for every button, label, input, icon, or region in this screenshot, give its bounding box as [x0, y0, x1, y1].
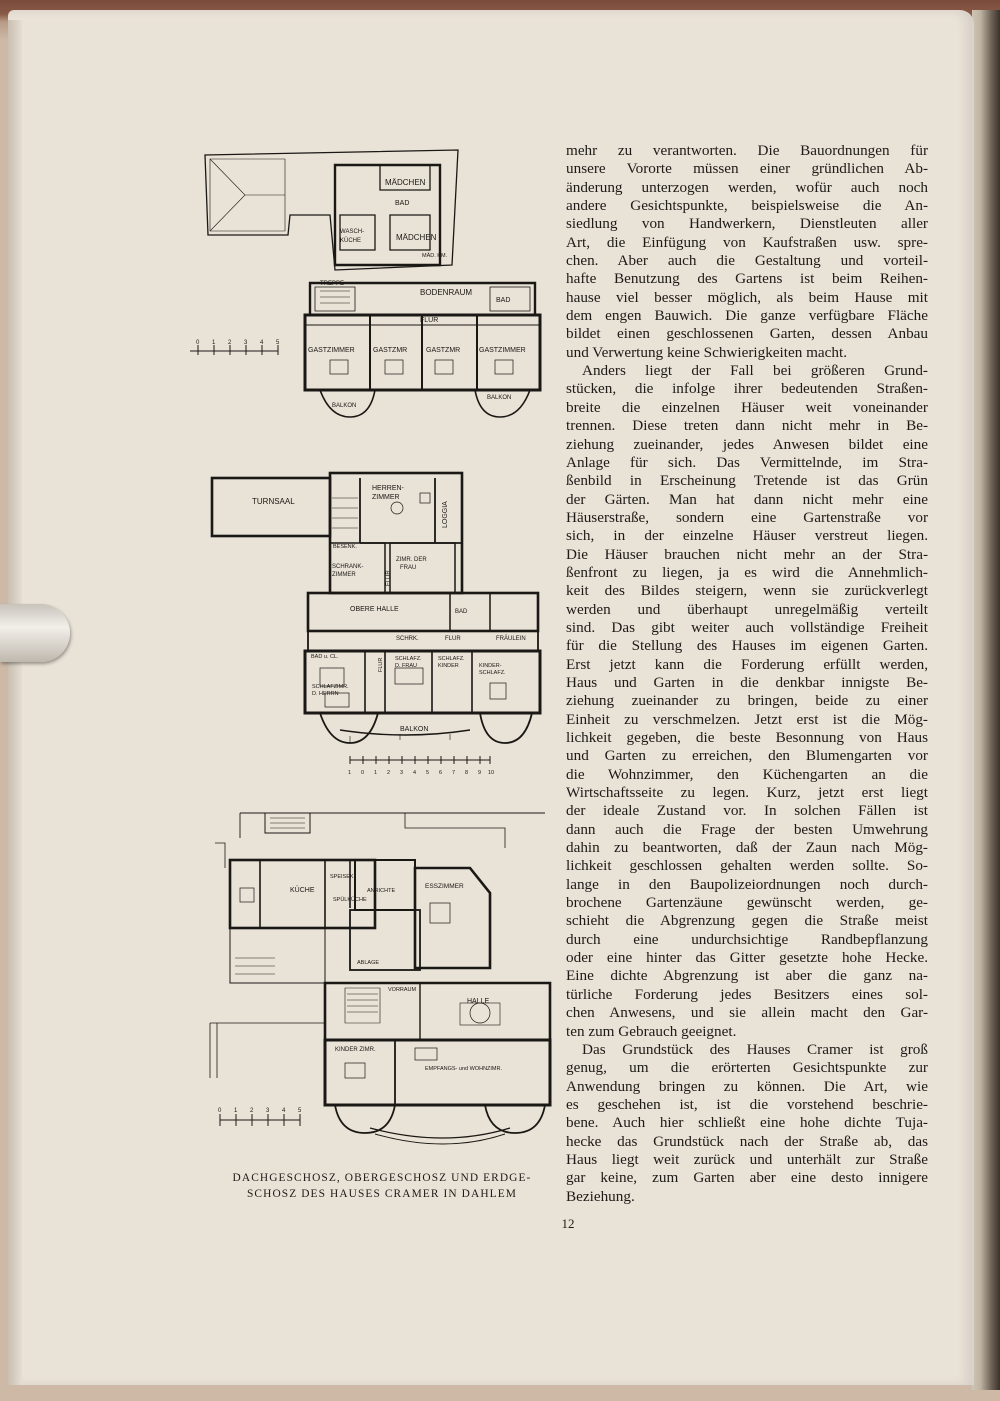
svg-text:BALKON: BALKON	[400, 726, 429, 733]
text-line: bene. Auch hier schließt eine hohe dichte Tuja-	[566, 1114, 928, 1132]
text-line: ßenfront zu liegen, ja es wird die Annehmlich-	[566, 563, 928, 581]
svg-text:GASTZMR: GASTZMR	[373, 347, 408, 354]
text-line: schieht die Abgrenzung gegen die Straße meist	[566, 912, 928, 930]
svg-text:4: 4	[413, 770, 417, 776]
text-line: werden und überhaupt unregelmäßig verteilt	[566, 600, 928, 618]
svg-text:MÄDCHEN: MÄDCHEN	[396, 233, 437, 242]
svg-text:ESSZIMMER: ESSZIMMER	[425, 883, 464, 890]
svg-text:3: 3	[266, 1108, 270, 1114]
svg-text:4: 4	[282, 1108, 286, 1114]
svg-text:ZIMR. DER: ZIMR. DER	[396, 557, 427, 563]
svg-text:0: 0	[218, 1108, 222, 1114]
svg-text:HERREN-: HERREN-	[372, 485, 404, 492]
svg-text:KINDER: KINDER	[438, 663, 459, 669]
floor-plan-ober-drawing	[200, 468, 540, 778]
text-line: breite die einzelnen Häuser weit voneinander	[566, 398, 928, 416]
svg-text:BESENK.: BESENK.	[333, 544, 357, 550]
text-line: andere Gesichtspunkte, beispielsweise die An-	[566, 197, 928, 215]
floor-plan-dach-drawing	[190, 145, 550, 435]
svg-text:ZIMMER: ZIMMER	[332, 572, 356, 578]
svg-text:SCHLAFZIMR.: SCHLAFZIMR.	[312, 684, 349, 690]
text-line: lichkeit gegeben, die beste Besonnung von Haus	[566, 729, 928, 746]
svg-text:9: 9	[478, 770, 482, 776]
svg-text:BALKON: BALKON	[332, 403, 357, 409]
svg-text:MÄDCHEN: MÄDCHEN	[385, 178, 426, 187]
page-edge-shadow	[972, 10, 1000, 1390]
svg-text:5: 5	[426, 770, 430, 776]
svg-text:SCHLAFZ.: SCHLAFZ.	[395, 656, 422, 662]
svg-text:5: 5	[276, 340, 280, 346]
svg-text:KINDER-: KINDER-	[479, 663, 502, 669]
text-line: der Gärten. Man hat dann nicht mehr eine	[566, 490, 928, 508]
text-line: dann auch die Frage der besten Umwehrung	[566, 820, 928, 838]
floor-plan-erdgeschosz	[205, 808, 560, 1148]
text-line: Beziehung.	[566, 1187, 635, 1205]
text-line: Die Häuser brauchen nicht mehr an der Stra-	[566, 545, 928, 563]
text-line: Wirtschaftsseite zu legen. Kurz, jetzt erst liegt	[566, 784, 928, 802]
text-line: ziehung zueinander, jedes Anwesen bildet eine	[566, 435, 928, 453]
svg-text:MÄD. KM.: MÄD. KM.	[422, 253, 448, 259]
svg-text:LOGGIA: LOGGIA	[442, 501, 449, 528]
text-line: bildet einen geschlossenen Garten, dessen Anbau	[566, 325, 928, 343]
floor-plan-dachgeschosz	[190, 145, 550, 440]
text-line: Erst jetzt kann die Forderung erfüllt werden,	[566, 655, 928, 673]
svg-text:GASTZIMMER: GASTZIMMER	[308, 347, 355, 354]
svg-text:TURNSAAL: TURNSAAL	[252, 497, 295, 506]
svg-text:SPEISEK.: SPEISEK.	[330, 874, 356, 880]
text-line: unsere Vororte müssen einer gründlichen Ab-	[566, 160, 928, 178]
text-line: ßenbild in Erscheinung Tretende ist das Grün	[566, 472, 928, 490]
text-line: es geschehen ist, ist die vorstehend beschrie-	[566, 1095, 928, 1113]
text-line: sich, in der einzelne Häuser verstreut liegen.	[566, 527, 928, 545]
floor-plan-erd-drawing	[205, 808, 560, 1143]
text-line: lichkeit geschlossen gehalten werden sollte. So-	[566, 857, 928, 875]
text-line: siedlung von Handwerkern, Dienstleuten aller	[566, 215, 928, 233]
svg-text:FRÄULEIN: FRÄULEIN	[496, 636, 526, 642]
svg-text:3: 3	[244, 340, 248, 346]
text-line: ten zum Gebrauch geeignet.	[566, 1022, 737, 1040]
text-line: und Garten zu erreichen, den Blumengarten vor	[566, 747, 928, 765]
svg-text:D. HERRN: D. HERRN	[312, 691, 339, 697]
svg-text:SCHLAFZ.: SCHLAFZ.	[479, 670, 506, 676]
svg-text:EMPFANGS- und WOHNZIMR.: EMPFANGS- und WOHNZIMR.	[425, 1066, 503, 1072]
svg-text:KÜCHE: KÜCHE	[290, 887, 315, 894]
svg-text:SCHRANK-: SCHRANK-	[332, 564, 364, 570]
svg-text:0: 0	[361, 770, 365, 776]
svg-text:ANRICHTE: ANRICHTE	[367, 888, 396, 894]
svg-text:ZIMMER: ZIMMER	[372, 494, 400, 501]
svg-text:7: 7	[452, 770, 456, 776]
svg-text:10: 10	[488, 770, 495, 776]
svg-text:FLUR: FLUR	[445, 636, 461, 642]
svg-text:2: 2	[228, 340, 232, 346]
svg-text:FRAU: FRAU	[400, 565, 417, 571]
svg-text:KINDER ZIMR.: KINDER ZIMR.	[335, 1047, 376, 1053]
svg-text:OBERE HALLE: OBERE HALLE	[350, 606, 399, 613]
svg-text:5: 5	[298, 1108, 302, 1114]
text-line: der ideale Zustand vor. In solchen Fällen ist	[566, 802, 928, 820]
text-line: oder eine hinter das Gitter gesetzte hohe Hecke.	[566, 949, 928, 967]
text-line: keit des Bildes steigern, wenn sie zurückverlegt	[566, 582, 928, 600]
svg-text:GASTZMR: GASTZMR	[426, 347, 461, 354]
text-line: chen Anwesens, und sie allein macht den Gar-	[566, 1004, 928, 1022]
text-line: chen. Aber auch die Gestaltung und vorteil-	[566, 252, 928, 270]
svg-text:BAD: BAD	[395, 200, 410, 207]
figure-caption	[212, 1170, 552, 1202]
svg-text:ABLAGE: ABLAGE	[357, 960, 380, 966]
text-line: änderung unterzogen werden, wofür auch noch	[566, 178, 928, 196]
text-line: Anders liegt der Fall bei größeren Grund-	[582, 362, 928, 380]
svg-text:SCHRK.: SCHRK.	[396, 636, 419, 642]
text-line: Einheit zu verschmelzen. Jetzt erst ist die Mög-	[566, 710, 928, 728]
svg-text:2: 2	[387, 770, 391, 776]
text-line: dahin zu beantworten, daß der Zaun nach Mög-	[566, 839, 928, 857]
caption-line: DACHGESCHOSZ, OBERGESCHOSZ UND ERDGE-	[232, 1172, 532, 1184]
svg-text:1: 1	[212, 340, 216, 346]
text-line: türliche Forderung jedes Besitzers eines sol-	[566, 985, 928, 1003]
text-line: trennen. Diese treten dann nicht mehr in Be-	[566, 417, 928, 435]
svg-text:2: 2	[250, 1108, 254, 1114]
svg-text:FLUR: FLUR	[386, 570, 392, 586]
text-line: für die Stellung des Hauses im eigenen Garten.	[566, 637, 928, 655]
text-line: mehr zu verantworten. Die Bauordnungen für	[566, 142, 928, 159]
text-line: Art, die Einfügung von Kaufstraßen usw. spre-	[566, 233, 928, 251]
text-line: gar keine, zum Garten aber eine desto innigere	[566, 1169, 928, 1187]
svg-text:6: 6	[439, 770, 443, 776]
page-gutter	[8, 20, 22, 1385]
text-line: genug, um die erörterten Gesichtspunkte zur	[566, 1059, 928, 1077]
svg-text:GASTZIMMER: GASTZIMMER	[479, 347, 526, 354]
text-line: sind. Das gibt weiter auch vollständige Freiheit	[566, 618, 928, 636]
text-line: stücken, die infolge ihrer bedeutenden Straßen-	[566, 380, 928, 398]
text-line: Häuserstraße, sondern eine Gartenstraße vor	[566, 508, 928, 526]
svg-text:TREPPE: TREPPE	[320, 281, 345, 287]
text-line: die Wohnzimmer, den Küchengarten an die	[566, 765, 928, 783]
svg-text:FLUR: FLUR	[420, 317, 439, 324]
svg-text:0: 0	[196, 340, 200, 346]
paper-clip-tab[interactable]	[0, 604, 70, 662]
svg-text:SPÜLKÜCHE: SPÜLKÜCHE	[333, 897, 367, 903]
floor-plan-obergeschosz	[200, 468, 540, 783]
text-line: brochene Gartenzäune gewünscht werden, ge-	[566, 894, 928, 912]
svg-text:3: 3	[400, 770, 404, 776]
svg-text:D. FRAU: D. FRAU	[395, 663, 417, 669]
svg-text:VORRAUM: VORRAUM	[388, 987, 417, 993]
text-line: lange in den Baupolizeiordnungen noch durch-	[566, 875, 928, 893]
svg-text:BAD u. CL.: BAD u. CL.	[311, 654, 339, 660]
svg-text:1: 1	[374, 770, 378, 776]
text-line: dem engen Bauwich. Die ganze verfügbare Fläche	[566, 307, 928, 325]
text-line: Anwendung bringen zu können. Die Art, wie	[566, 1077, 928, 1095]
text-line: und Verwertung keine Schwierigkeiten macht.	[566, 343, 848, 361]
text-line: hecke das Grundstück nach der Straße ab, das	[566, 1132, 928, 1150]
svg-text:4: 4	[260, 340, 264, 346]
text-line: hafte Benutzung des Gartens ist beim Reihen-	[566, 270, 928, 288]
body-text-column	[566, 142, 928, 1206]
svg-text:1: 1	[234, 1108, 238, 1114]
text-line: ziehung zueinander zu bringen, beide zu einer	[566, 692, 928, 710]
text-line: Anlage für sich. Das Vermittelnde, im Stra-	[566, 453, 928, 471]
text-line: Haus und Garten in die denkbar innigste Be-	[566, 673, 928, 691]
svg-text:SCHLAFZ.: SCHLAFZ.	[438, 656, 465, 662]
svg-text:BODENRAUM: BODENRAUM	[420, 288, 473, 297]
svg-text:BALKON: BALKON	[487, 395, 512, 401]
svg-text:8: 8	[465, 770, 469, 776]
svg-text:FLUR: FLUR	[378, 657, 384, 672]
text-line: Haus liegt weit zurück und unterhält zur Straße	[566, 1150, 928, 1168]
svg-text:KÜCHE: KÜCHE	[340, 238, 362, 244]
svg-text:1: 1	[348, 770, 352, 776]
caption-line: SCHOSZ DES HAUSES CRAMER IN DAHLEM	[247, 1188, 517, 1200]
text-line: Das Grundstück des Hauses Cramer ist groß	[582, 1040, 928, 1058]
svg-text:BAD: BAD	[455, 609, 468, 615]
text-line: hause viel besser möglich, als beim Hause mit	[566, 288, 928, 306]
svg-text:WASCH-: WASCH-	[340, 229, 365, 235]
svg-text:HALLE: HALLE	[467, 998, 490, 1005]
text-line: durch eine undurchsichtige Randbepflanzung	[566, 930, 928, 948]
text-line: Eine dichte Abgrenzung ist aber die ganz na-	[566, 967, 928, 985]
page-number: 12	[561, 1216, 575, 1231]
svg-text:BAD: BAD	[496, 297, 511, 304]
